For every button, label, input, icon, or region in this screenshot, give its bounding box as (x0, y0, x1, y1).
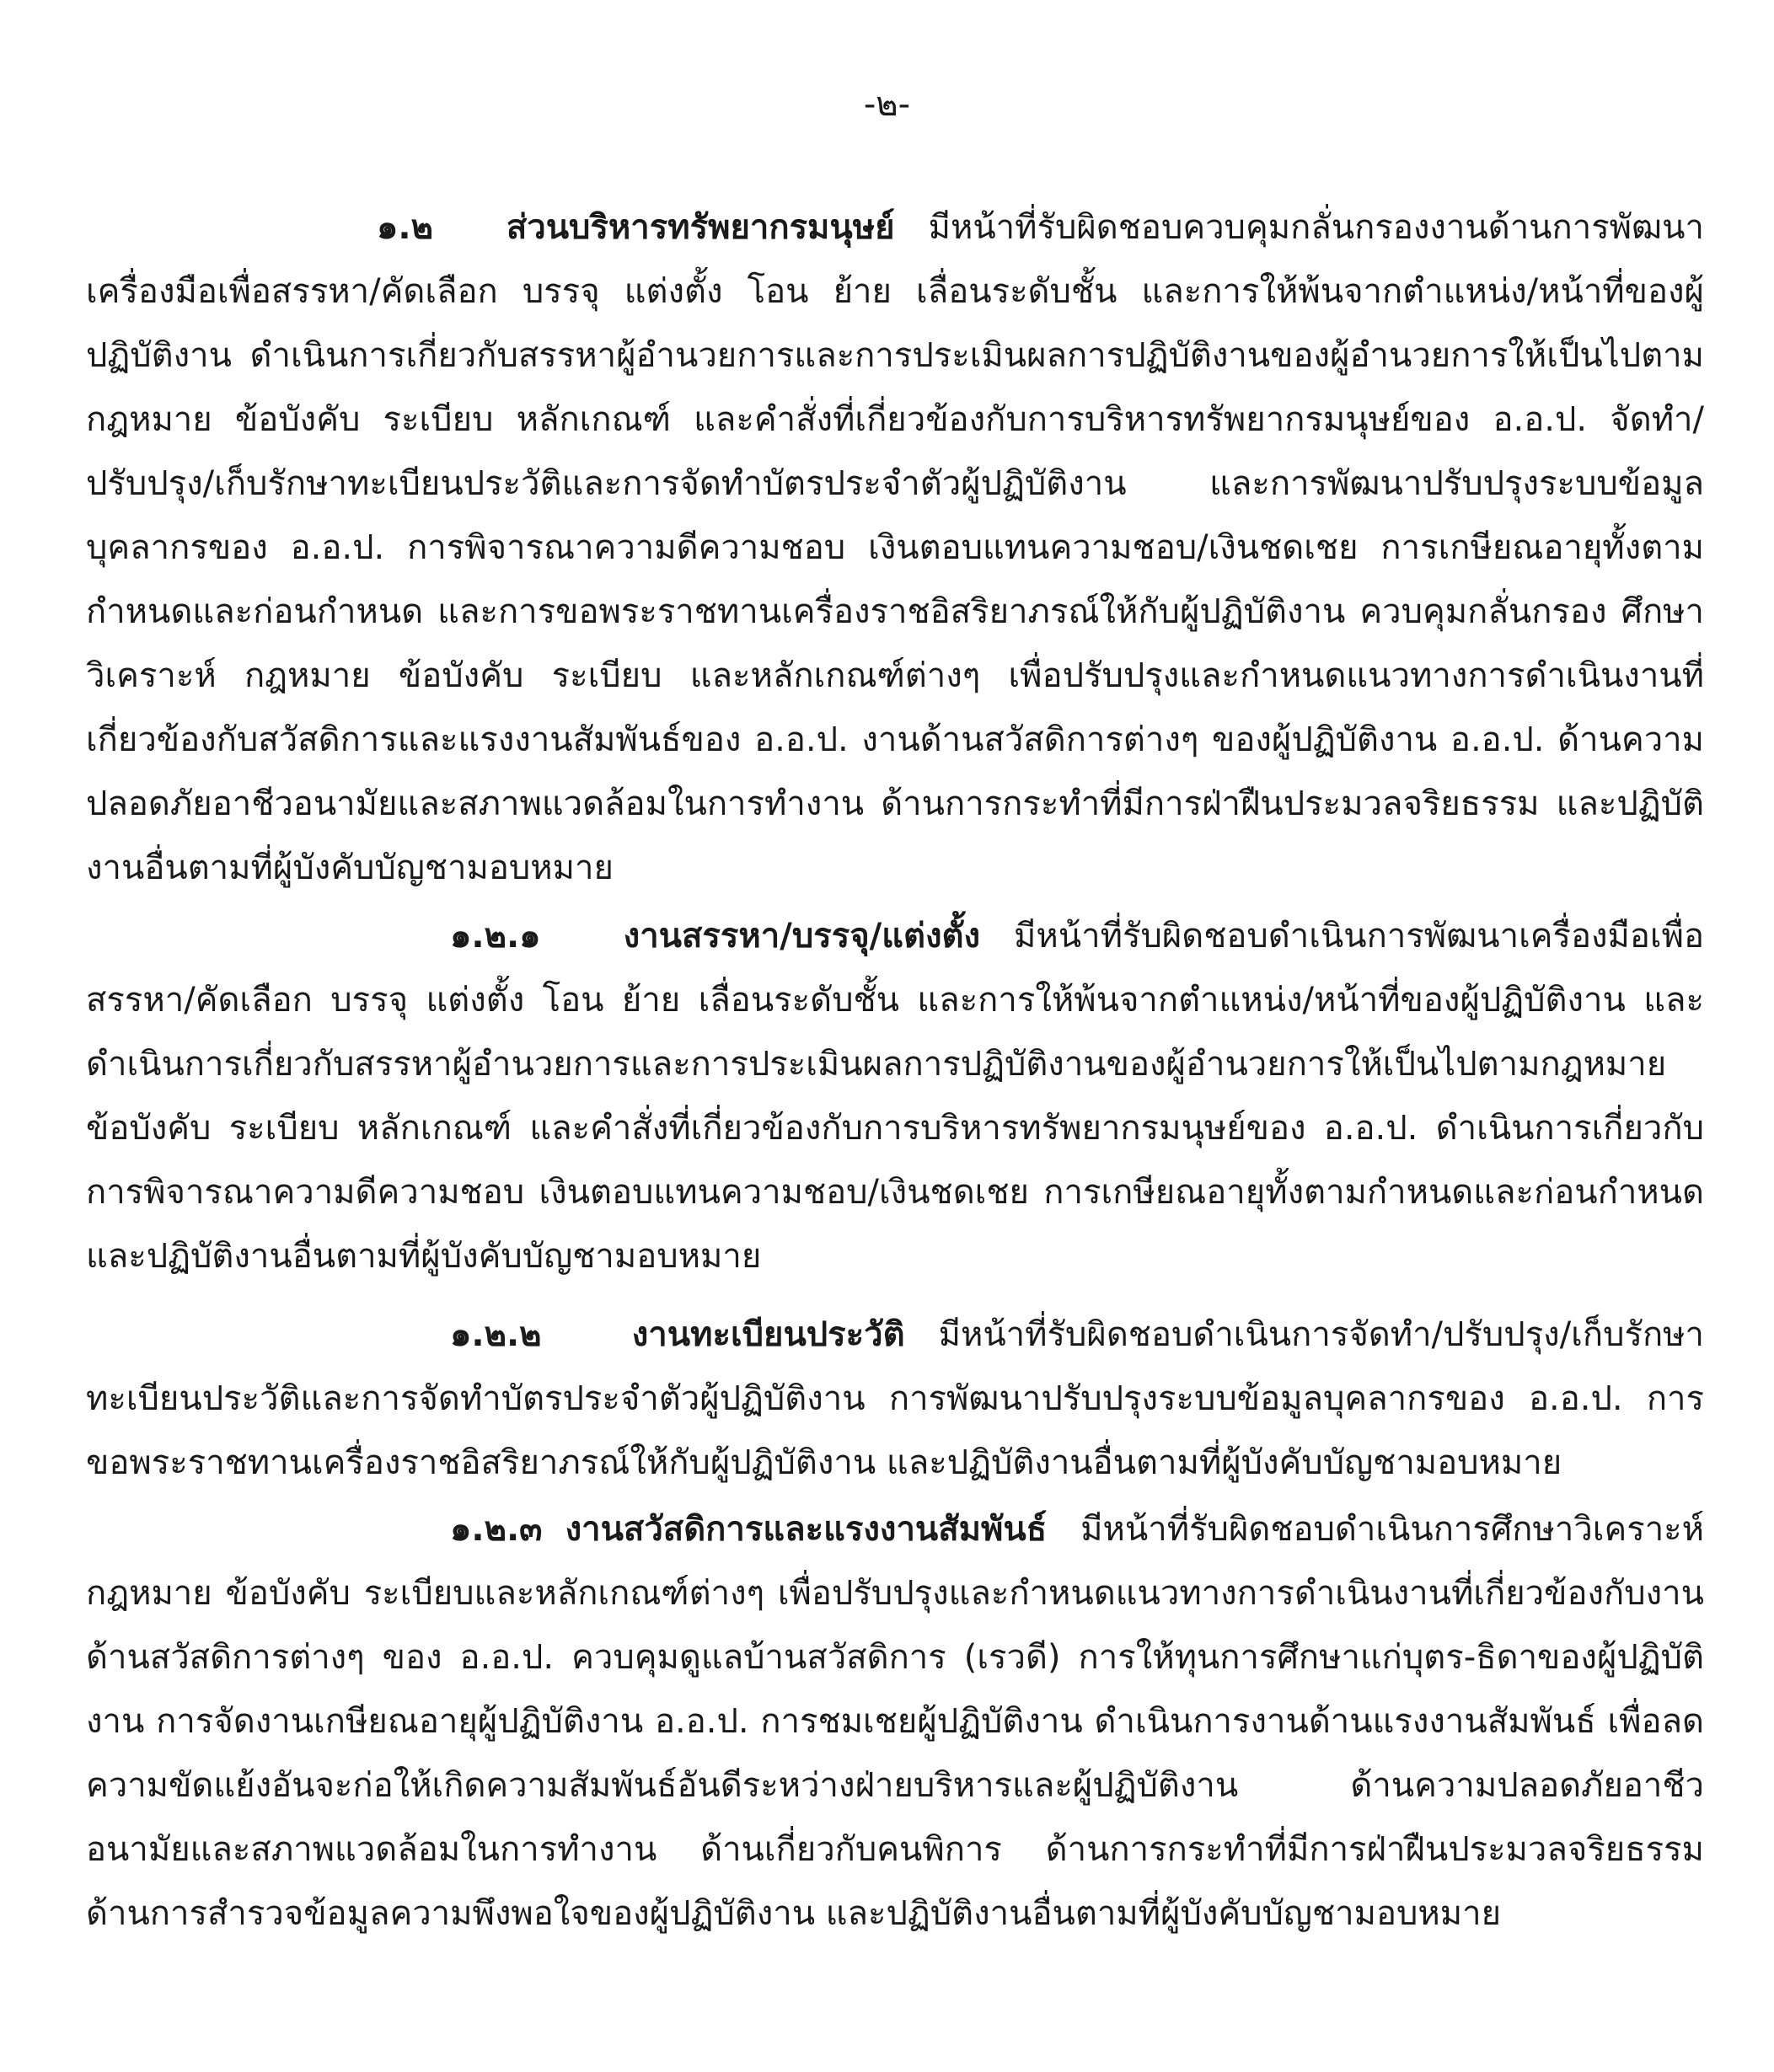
section-body: มีหน้าที่รับผิดชอบดำเนินการพัฒนาเครื่องมือเพื่อสรรหา/คัดเลือก บรรจุ แต่งตั้ง โอน ย้าย เลื่อนระดับชั้น และการให้พ้นจากตำแหน่ง/หน้าที่ของผู้ปฏิบัติงาน และดำเนินการเกี่ยวกับสรรหาผู้อำนวยการและการประเมินผลการปฏิบัติงานของผู้อำนวยการให้เป็นไปตามกฎหมาย ข้อบังคับ ระเบียบ หลักเกณฑ์ และคำสั่งที่เกี่ยวข้องกับการบริหารทรัพยากรมนุษย์ของ อ.อ.ป. ดำเนินการเกี่ยวกับการพิจารณาความดีความชอบ เงินตอบแทนความชอบ/เงินชดเชย การเกษียณอายุทั้งตามกำหนดและก่อนกำหนด และปฏิบัติงานอื่นตามที่ผู้บังคับบัญชามอบหมาย (86, 917, 1705, 1276)
section-heading: ๑.๒.๒ งานทะเบียนประวัติ (450, 1315, 905, 1354)
section-heading: ๑.๒.๑ งานสรรหา/บรรจุ/แต่งตั้ง (450, 917, 981, 956)
section-human-resources-division (86, 195, 1704, 900)
section-heading: ๑.๒ ส่วนบริหารทรัพยากรมนุษย์ (377, 208, 895, 247)
section-recruitment-unit (86, 904, 1704, 1288)
section-paragraph (86, 1303, 1704, 1495)
section-body: มีหน้าที่รับผิดชอบควบคุมกลั่นกรองงานด้านการพัฒนาเครื่องมือเพื่อสรรหา/คัดเลือก บรรจุ แต่งตั้ง โอน ย้าย เลื่อนระดับชั้น และการให้พ้นจากตำแหน่ง/หน้าที่ของผู้ปฏิบัติงาน ดำเนินการเกี่ยวกับสรรหาผู้อำนวยการและการประเมินผลการปฏิบัติงานของผู้อำนวยการให้เป็นไปตามกฎหมาย ข้อบังคับ ระเบียบ หลักเกณฑ์ และคำสั่งที่เกี่ยวข้องกับการบริหารทรัพยากรมนุษย์ของ อ.อ.ป. จัดทำ/ปรับปรุง/เก็บรักษาทะเบียนประวัติและการจัดทำบัตรประจำตัวผู้ปฏิบัติงาน และการพัฒนาปรับปรุงระบบข้อมูลบุคลากรของ อ.อ.ป. การพิจารณาความดีความชอบ เงินตอบแทนความชอบ/เงินชดเชย การเกษียณอายุทั้งตามกำหนดและก่อนกำหนด และการขอพระราชทานเครื่องราชอิสริยาภรณ์ให้กับผู้ปฏิบัติงาน ควบคุมกลั่นกรอง ศึกษา วิเคราะห์ กฎหมาย ข้อบังคับ ระเบียบ และหลักเกณฑ์ต่างๆ เพื่อปรับปรุงและกำหนดแนวทางการดำเนินงานที่เกี่ยวข้องกับสวัสดิการและแรงงานสัมพันธ์ของ อ.อ.ป. งานด้านสวัสดิการต่างๆ ของผู้ปฏิบัติงาน อ.อ.ป. ด้านความปลอดภัยอาชีวอนามัยและสภาพแวดล้อมในการทำงาน ด้านการกระทำที่มีการฝ่าฝืนประมวลจริยธรรม และปฏิบัติงานอื่นตามที่ผู้บังคับบัญชามอบหมาย (86, 208, 1704, 887)
section-heading: ๑.๒.๓ งานสวัสดิการและแรงงานสัมพันธ์ (450, 1510, 1048, 1549)
section-paragraph (86, 904, 1704, 1288)
section-paragraph (86, 195, 1704, 900)
section-body: มีหน้าที่รับผิดชอบดำเนินการศึกษาวิเคราะห์ กฎหมาย ข้อบังคับ ระเบียบและหลักเกณฑ์ต่างๆ เพื่อปรับปรุงและกำหนดแนวทางการดำเนินงานที่เกี่ยวข้องกับงานด้านสวัสดิการต่างๆ ของ อ.อ.ป. ควบคุมดูแลบ้านสวัสดิการ (เรวดี) การให้ทุนการศึกษาแก่บุตร-ธิดาของผู้ปฏิบัติงาน การจัดงานเกษียณอายุผู้ปฏิบัติงาน อ.อ.ป. การชมเชยผู้ปฏิบัติงาน ดำเนินการงานด้านแรงงานสัมพันธ์ เพื่อลดความขัดแย้งอันจะก่อให้เกิดความสัมพันธ์อันดีระหว่างฝ่ายบริหารและผู้ปฏิบัติงาน ด้านความปลอดภัยอาชีวอนามัยและสภาพแวดล้อมในการทำงาน ด้านเกี่ยวกับคนพิการ ด้านการกระทำที่มีการฝ่าฝืนประมวลจริยธรรม ด้านการสำรวจข้อมูลความพึงพอใจของผู้ปฏิบัติงาน และปฏิบัติงานอื่นตามที่ผู้บังคับบัญชามอบหมาย (86, 1510, 1704, 1933)
section-paragraph (86, 1497, 1704, 1946)
page-number: -๒- (863, 85, 911, 124)
section-welfare-labour-relations-unit (86, 1497, 1704, 1946)
section-body: มีหน้าที่รับผิดชอบดำเนินการจัดทำ/ปรับปรุง/เก็บรักษาทะเบียนประวัติและการจัดทำบัตรประจำตัวผู้ปฏิบัติงาน การพัฒนาปรับปรุงระบบข้อมูลบุคลากรของ อ.อ.ป. การขอพระราชทานเครื่องราชอิสริยาภรณ์ให้กับผู้ปฏิบัติงาน และปฏิบัติงานอื่นตามที่ผู้บังคับบัญชามอบหมาย (86, 1315, 1704, 1482)
section-records-unit (86, 1303, 1704, 1495)
